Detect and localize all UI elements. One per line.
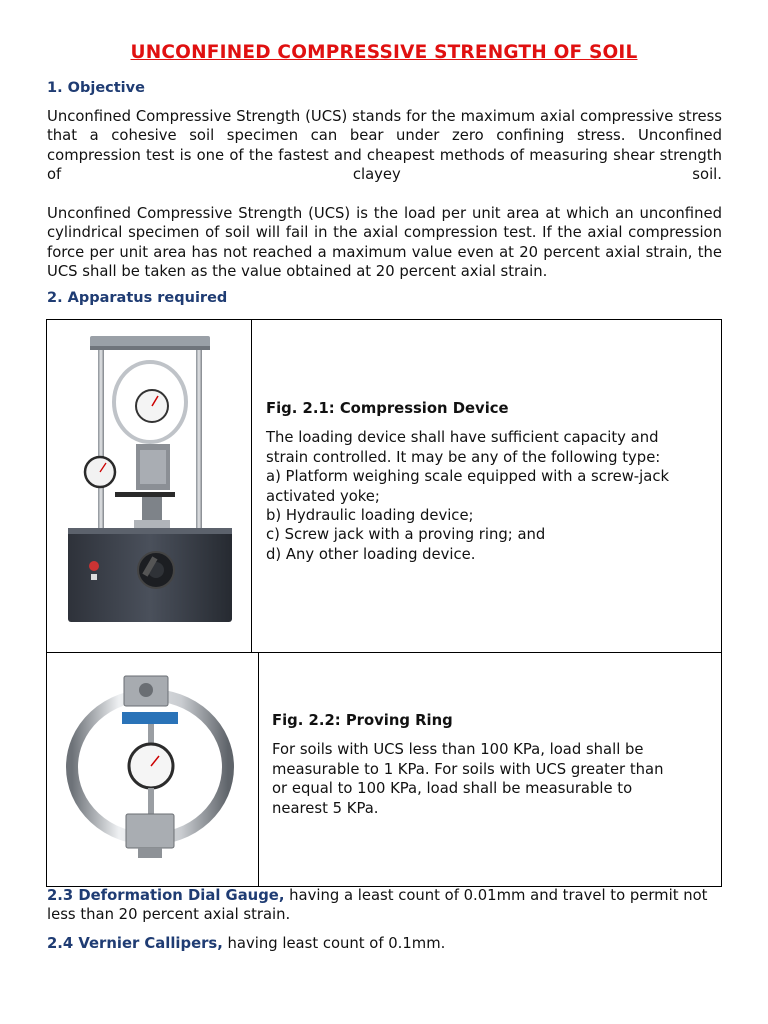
item-2-4-heading: 2.4 Vernier Callipers,	[47, 935, 223, 952]
item-2-3-heading: 2.3 Deformation Dial Gauge,	[47, 887, 285, 904]
table-divider-row2	[258, 652, 259, 887]
page-title: UNCONFINED COMPRESSIVE STRENGTH OF SOIL	[130, 42, 638, 63]
fig-2-2-caption: Fig. 2.2: Proving Ring	[272, 712, 453, 729]
table-divider-row1	[251, 319, 252, 653]
item-2-3-paragraph	[47, 886, 722, 925]
fig-2-1-line: strain controlled. It may be any of the following type:	[266, 448, 661, 466]
section-heading-objective: 1. Objective	[47, 80, 145, 96]
fig-2-1-line: b) Hydraulic loading device;	[266, 507, 474, 525]
item-2-4-text: having least count of 0.1mm.	[222, 935, 446, 952]
fig-2-2-description	[272, 711, 712, 818]
fig-2-1-description	[266, 399, 706, 564]
fig-2-2-line: measurable to 1 KPa. For soils with UCS greater than	[272, 760, 664, 778]
fig-2-1-caption: Fig. 2.1: Compression Device	[266, 400, 509, 417]
fig-2-1-line: The loading device shall have sufficient capacity and	[266, 429, 659, 447]
fig-2-1-line: c) Screw jack with a proving ring; and	[266, 526, 546, 544]
fig-2-2-line: For soils with UCS less than 100 KPa, load shall be	[272, 741, 644, 759]
fig-2-1-line: d) Any other loading device.	[266, 545, 476, 563]
item-2-3-text: having a least count of 0.01mm and travel to permit not less than 20 percent axial strain.	[47, 887, 708, 924]
item-2-4-paragraph	[47, 934, 722, 953]
fig-2-2-line: or equal to 100 KPa, load shall be measurable to	[272, 780, 633, 798]
fig-2-1-line: a) Platform weighing scale equipped with a screw-jack	[266, 468, 670, 486]
proving-ring-image	[64, 672, 240, 862]
compression-device-image	[60, 332, 240, 632]
section-heading-apparatus: 2. Apparatus required	[47, 290, 228, 306]
objective-paragraph-2: Unconfined Compressive Strength (UCS) is the load per unit area at which an unconfined cylindrical specimen of soil will fail in the axial compression test. If the axial compression force per unit area has not reached a maximum value even at 20 percent axial strain, the UCS shall be taken as the value obtained at 20 percent axial strain.	[47, 205, 722, 281]
objective-paragraph-1: Unconfined Compressive Strength (UCS) stands for the maximum axial compressive stress that a cohesive soil specimen can bear under zero confining stress. Unconfined compression test is one of the fastest and cheapest methods of measuring shear strength of clayey soil.	[47, 108, 722, 184]
fig-2-2-line: nearest 5 KPa.	[272, 799, 379, 817]
table-row-divider	[46, 652, 722, 653]
fig-2-1-line: activated yoke;	[266, 487, 380, 505]
